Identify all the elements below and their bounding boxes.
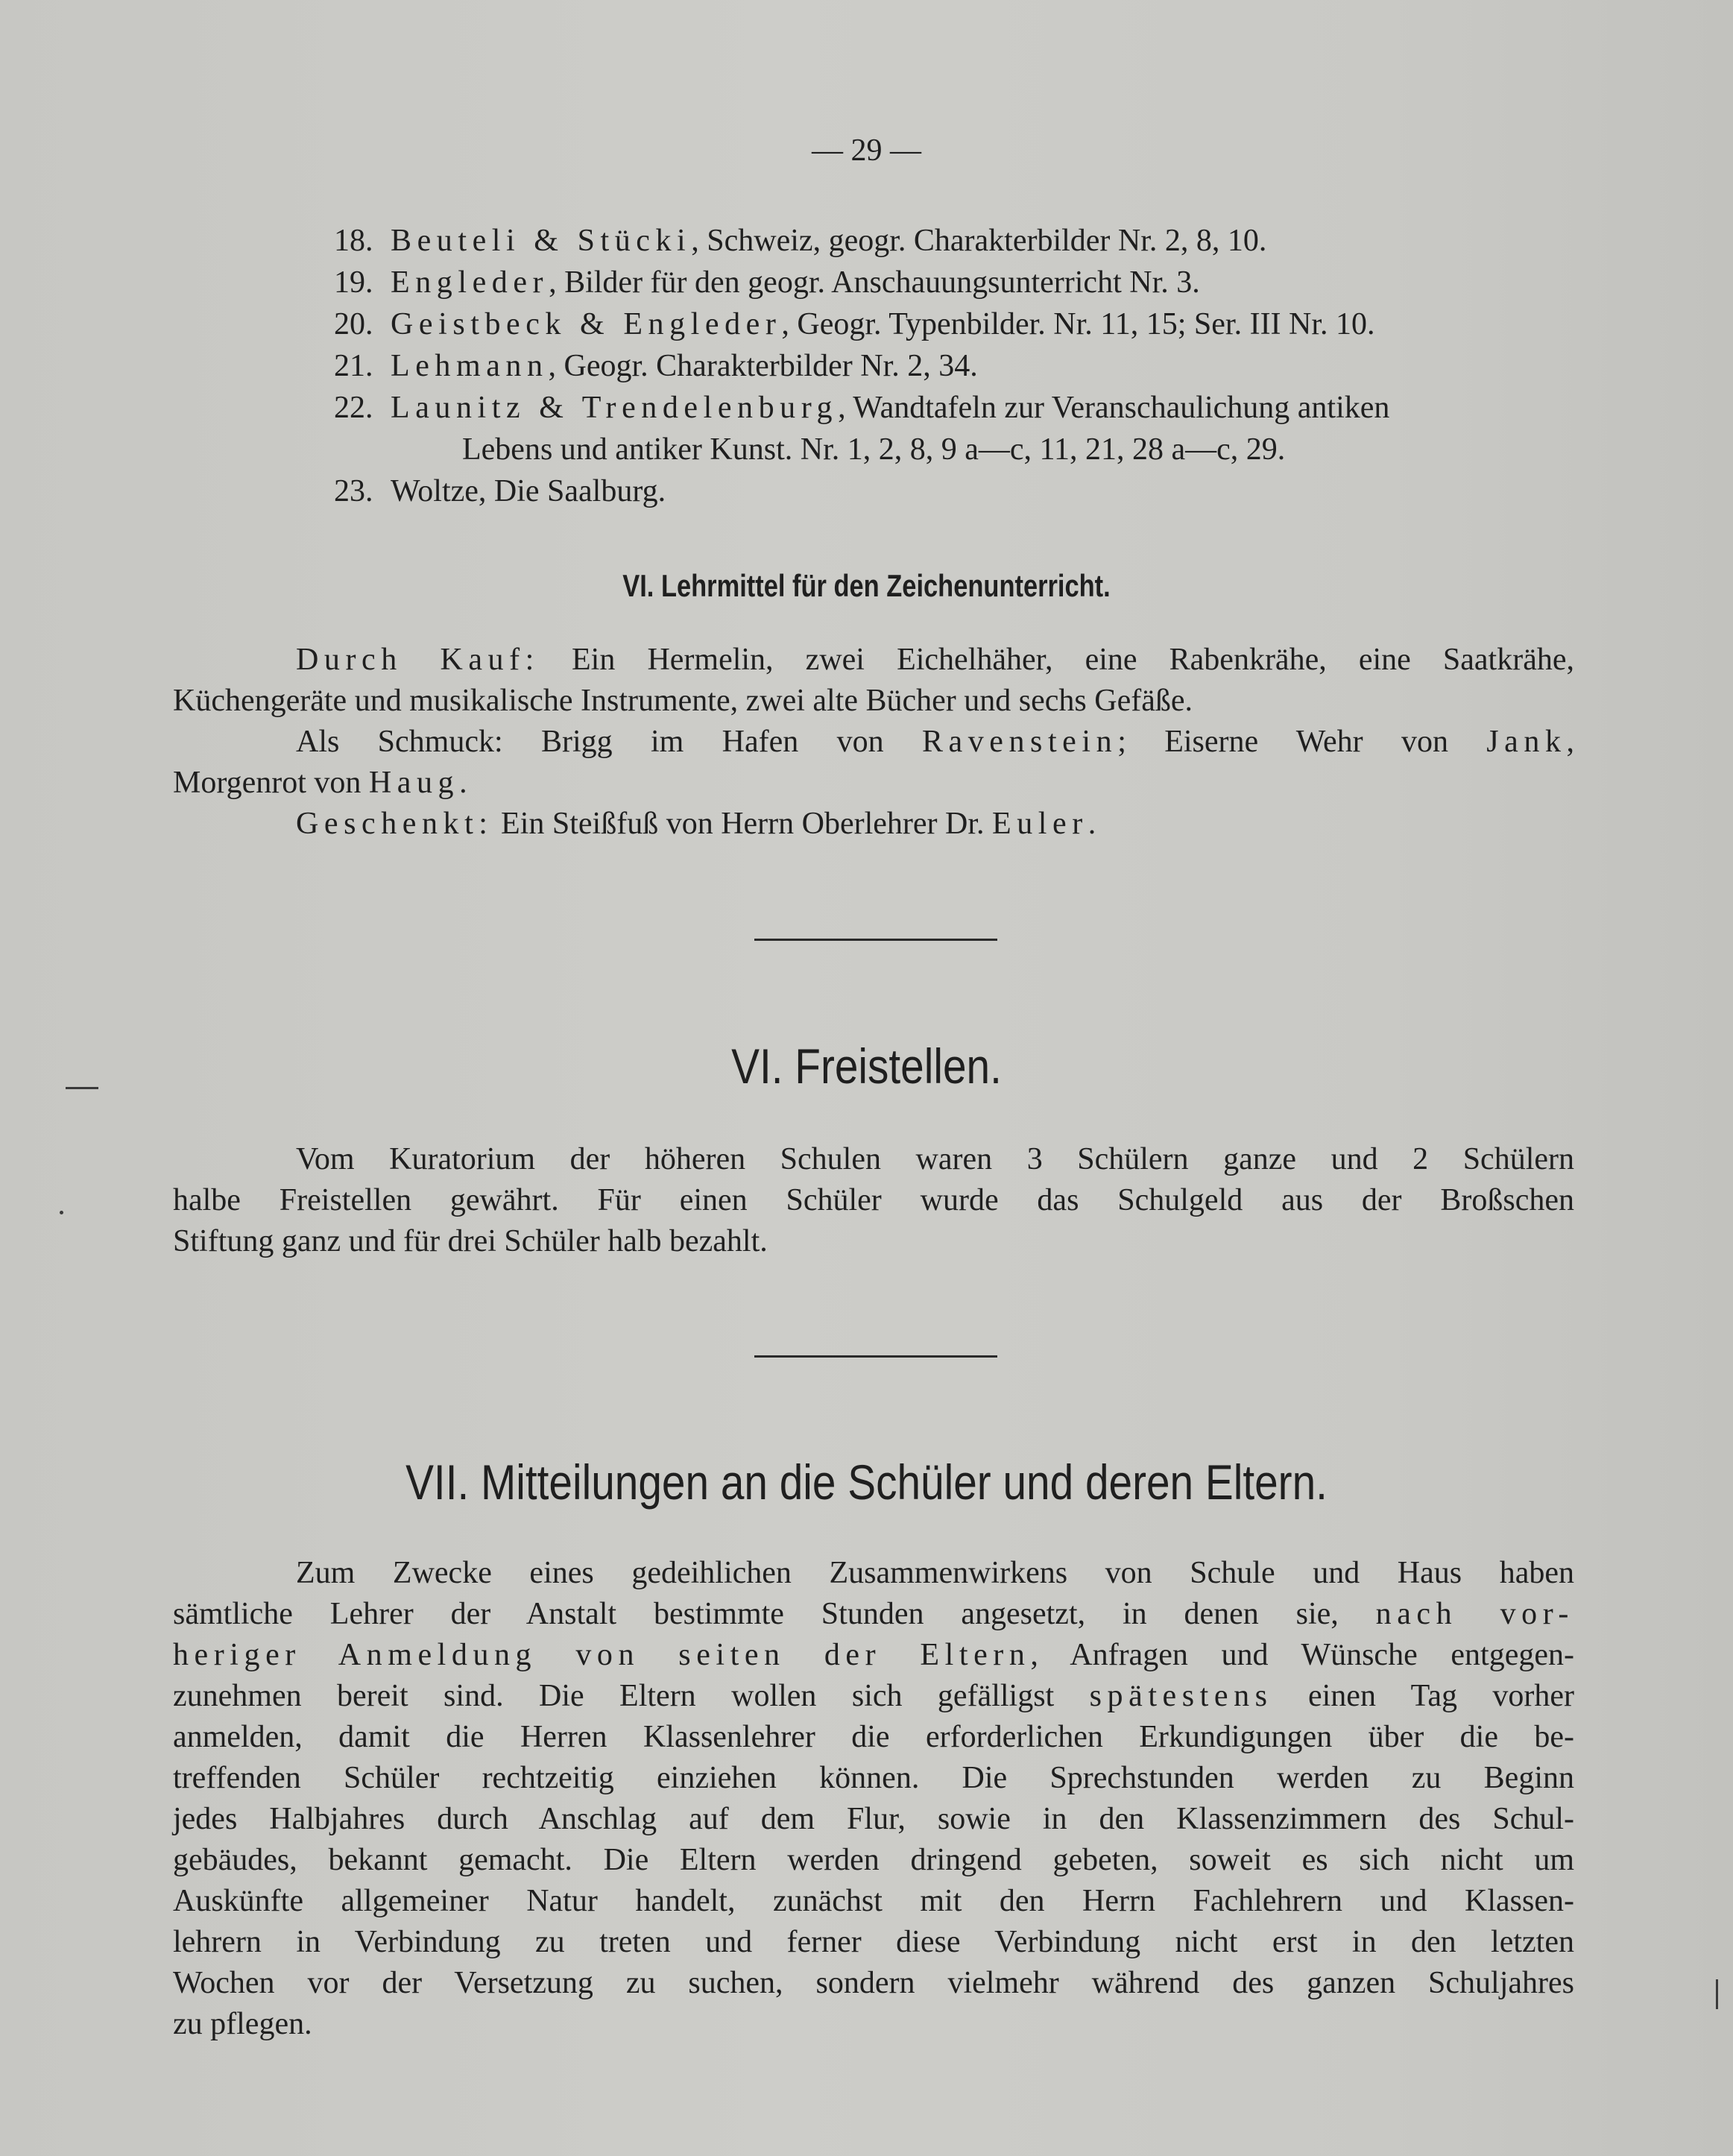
donor-name: Euler	[992, 807, 1088, 841]
painter-name: Jank	[1486, 725, 1567, 759]
text-line: Zum Zwecke eines gedeihlichen Zusammenwirkens von Schule und Haus haben	[296, 1556, 1574, 1590]
text-line: Wochen vor der Versetzung zu suchen, sondern vielmehr während des ganzen Schuljahres	[173, 1966, 1574, 2000]
text-line: Auskünfte allgemeiner Natur handelt, zunächst mit den Herrn Fachlehrern und Klassen-	[173, 1884, 1574, 1918]
list-item	[334, 303, 1375, 345]
text-line: Vom Kuratorium der höheren Schulen waren 3 Schülern ganze und 2 Schülern	[296, 1142, 1574, 1176]
text-line: zu pflegen.	[173, 2007, 312, 2041]
zeichen-paragraph	[173, 640, 1574, 845]
list-item	[334, 262, 1200, 303]
text-line: Stiftung ganz und für drei Schüler halb bezahlt.	[173, 1224, 768, 1258]
emphasis-text: nach vor-	[1375, 1597, 1574, 1631]
mitteilungen-heading: VII. Mitteilungen an die Schüler und deren Eltern.	[405, 1454, 1328, 1510]
text-line	[173, 1635, 1574, 1676]
text-line: gebäudes, bekannt gemacht. Die Eltern werden dringend gebeten, soweit es sich nicht um	[173, 1843, 1574, 1877]
list-item-number: 23.	[334, 474, 373, 508]
list-item-author: Lehmann	[391, 349, 549, 383]
text-line: Küchengeräte und musikalische Instrumente, zwei alte Bücher und sechs Gefäße.	[173, 684, 1193, 718]
schmuck-label: Als Schmuck:	[296, 725, 503, 759]
list-item-title: , Geogr. Charakterbilder Nr. 2, 34.	[548, 349, 978, 383]
list-item-author: Launitz & Trendelenburg	[391, 391, 839, 425]
emphasis-text: spätestens	[1089, 1679, 1273, 1713]
schmuck-text: .	[459, 766, 467, 800]
scan-mark	[1716, 1979, 1718, 2009]
kauf-label: Durch Kauf:	[296, 643, 540, 677]
geschenkt-text: .	[1088, 807, 1096, 841]
zeichen-heading: VI. Lehrmittel für den Zeichenunterricht.	[622, 568, 1111, 603]
list-item	[334, 220, 1266, 262]
section-divider	[754, 1355, 997, 1358]
text-line	[173, 763, 1574, 804]
list-item-number: 22.	[334, 391, 373, 425]
text-segment: einen Tag vorher	[1272, 1679, 1575, 1713]
painter-name: Ravenstein	[921, 725, 1118, 759]
emphasis-text: heriger Anmeldung von seiten der Eltern	[173, 1638, 1031, 1672]
geschenkt-label: Geschenkt:	[296, 807, 493, 841]
list-item	[334, 345, 978, 387]
list-item-author: Engleder	[391, 265, 549, 300]
text-line	[173, 640, 1574, 681]
list-item-author: Beuteli & Stücki	[391, 224, 692, 258]
section-divider	[754, 939, 997, 941]
list-item-title: , Bilder für den geogr. Anschauungsunterricht Nr. 3.	[549, 265, 1200, 300]
text-line	[173, 1676, 1574, 1717]
painter-name: Haug	[368, 766, 460, 800]
text-segment: , Anfragen und Wünsche entgegen-	[1030, 1638, 1574, 1672]
text-segment: zunehmen bereit sind. Die Eltern wollen sich gefälligst	[173, 1679, 1090, 1713]
schmuck-text: ,	[1566, 725, 1575, 759]
mitteilungen-paragraph	[173, 1553, 1574, 2045]
list-item-continuation	[462, 429, 1285, 470]
text-line: jedes Halbjahres durch Anschlag auf dem Flur, sowie in den Klassenzimmern des Schul-	[173, 1802, 1574, 1836]
page-number: — 29 —	[812, 133, 921, 168]
text-line: treffenden Schüler rechtzeitig einziehen können. Die Sprechstunden werden zu Beginn	[173, 1761, 1574, 1795]
list-item-title: Woltze, Die Saalburg.	[391, 474, 666, 508]
text-line: anmelden, damit die Herren Klassenlehrer die erforderlichen Erkundigungen über die be-	[173, 1720, 1574, 1754]
geschenkt-text: Ein Steißfuß von Herrn Oberlehrer Dr.	[493, 807, 993, 841]
text-line	[173, 722, 1574, 763]
schmuck-text: ; Eiserne Wehr von	[1117, 725, 1487, 759]
list-item	[334, 387, 1389, 429]
list-item-title: , Geogr. Typenbilder. Nr. 11, 15; Ser. III Nr. 10.	[781, 307, 1375, 341]
scan-mark	[60, 1211, 63, 1214]
list-item	[334, 470, 666, 512]
list-item-number: 20.	[334, 307, 373, 341]
text-segment: sämtliche Lehrer der Anstalt bestimmte Stunden angesetzt, in denen sie,	[173, 1597, 1376, 1631]
list-item-title: , Wandtafeln zur Veranschaulichung antiken	[838, 391, 1390, 425]
schmuck-text: Morgenrot von	[173, 766, 369, 800]
scan-mark	[66, 1087, 98, 1089]
schmuck-text: Brigg im Hafen von	[502, 725, 922, 759]
list-item-number: 18.	[334, 224, 373, 258]
list-item-number: 19.	[334, 265, 373, 300]
text-line	[173, 804, 1574, 845]
kauf-text: Ein Hermelin, zwei Eichelhäher, eine Rabenkrähe, eine Saatkrähe,	[539, 643, 1574, 677]
freistellen-heading: VI. Freistellen.	[731, 1038, 1002, 1094]
list-item-author: Geistbeck & Engleder	[391, 307, 782, 341]
text-line: halbe Freistellen gewährt. Für einen Schüler wurde das Schulgeld aus der Broßschen	[173, 1183, 1574, 1217]
text-line	[173, 1594, 1574, 1635]
list-item-title: Lebens und antiker Kunst. Nr. 1, 2, 8, 9 a—c, 11, 21, 28 a—c, 29.	[462, 432, 1286, 467]
list-item-number: 21.	[334, 349, 373, 383]
freistellen-paragraph	[173, 1139, 1574, 1262]
list-item-title: , Schweiz, geogr. Charakterbilder Nr. 2, 8, 10.	[691, 224, 1267, 258]
text-line: lehrern in Verbindung zu treten und ferner diese Verbindung nicht erst in den letzten	[173, 1925, 1574, 1959]
